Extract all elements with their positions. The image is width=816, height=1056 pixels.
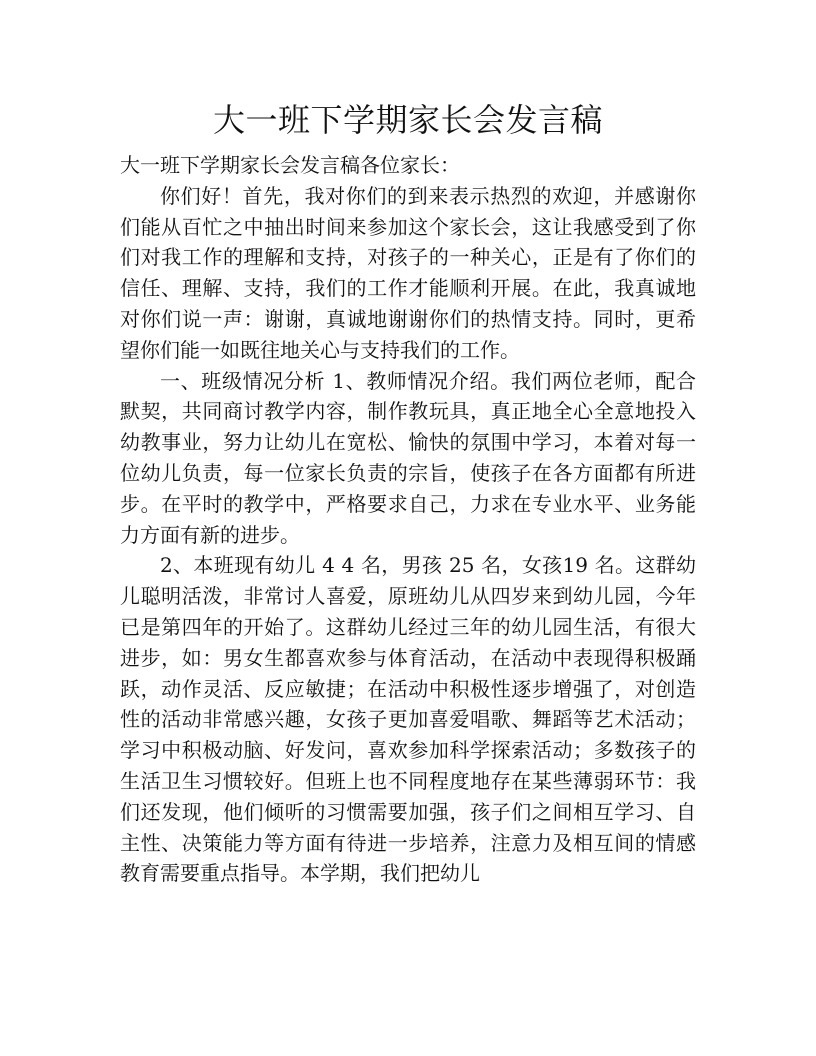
paragraph-salutation: 大一班下学期家长会发言稿各位家长： — [120, 153, 460, 177]
paragraph-greeting: 你们好！首先，我对你们的到来表示热烈的欢迎，并感谢你们能从百忙之中抽出时间来参加这个家长会，这让我感受到了你们对我工作的理解和支持，对孩子的一种关心，正是有了你们的信任、理解、支持，我们的工作才能顺利开展。在此，我真诚地对你们说一声：谢谢，真诚地谢谢你们的热情支持。同时，更希望你们能一如既往地关心与支持我们的工作。 — [120, 183, 696, 362]
document-page — [120, 96, 696, 889]
paragraph-class-analysis: 一、班级情况分析 1、教师情况介绍。我们两位老师，配合默契，共同商讨教学内容，制作教玩具，真正地全心全意地投入幼教事业，努力让幼儿在宽松、愉快的氛围中学习，本着对每一位幼儿负责，每一位家长负责的宗旨，使孩子在各方面都有所进步。在平时的教学中，严格要求自己，力求在专业水平、业务能力方面有新的进步。 — [120, 368, 696, 547]
paragraph-children-info: 2、本班现有幼儿 4 4 名，男孩 25 名，女孩19 名。这群幼儿聪明活泼，非常讨人喜爱，原班幼儿从四岁来到幼儿园，今年已是第四年的开始了。这群幼儿经过三年的幼儿园生活，有很大进步，如：男女生都喜欢参与体育活动，在活动中表现得积极踊跃，动作灵活、反应敏捷；在活动中积极性逐步增强了，对创造性的活动非常感兴趣，女孩子更加喜爱唱歌、舞蹈等艺术活动；学习中积极动脑、好发问，喜欢参加科学探索活动；多数孩子的生活卫生习惯较好。但班上也不同程度地存在某些薄弱环节：我们还发现，他们倾听的习惯需要加强，孩子们之间相互学习、自主性、决策能力等方面有待进一步培养，注意力及相互间的情感教育需要重点指导。本学期，我们把幼儿 — [120, 553, 696, 886]
document-title: 大一班下学期家长会发言稿 — [212, 101, 603, 139]
